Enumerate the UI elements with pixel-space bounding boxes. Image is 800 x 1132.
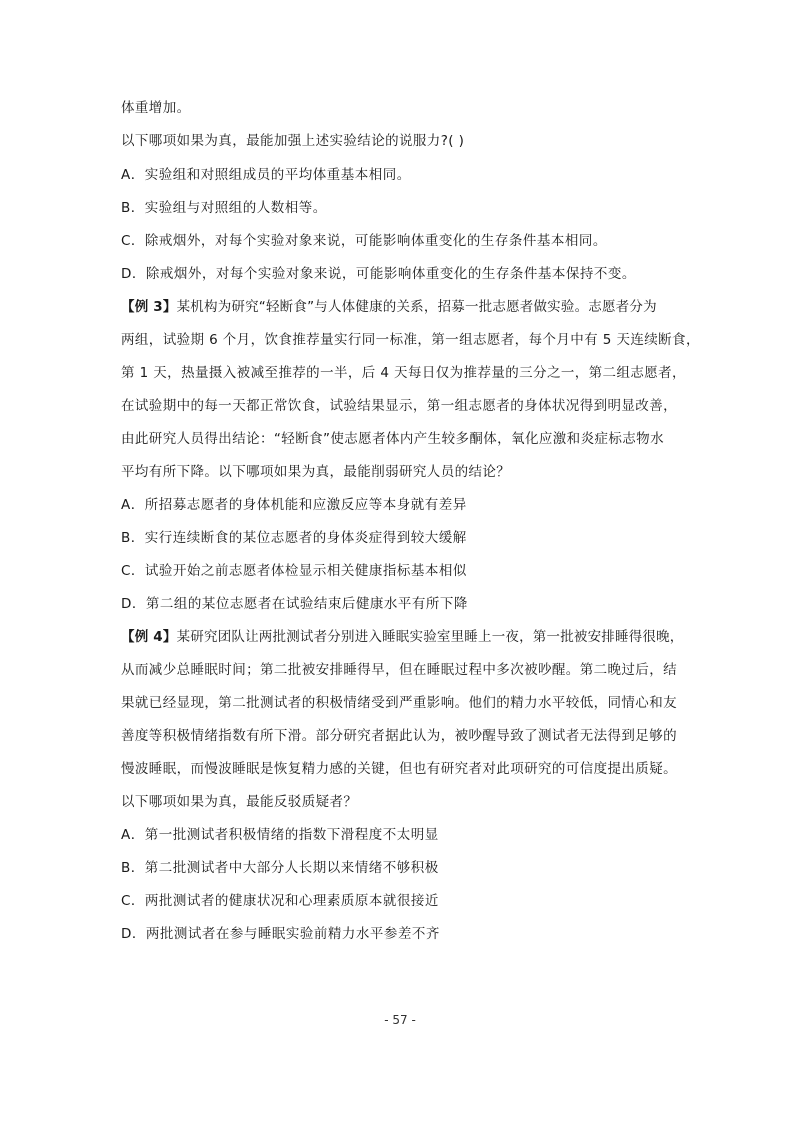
- example-3-option-a: A．所招募志愿者的身体机能和应激反应等本身就有差异: [121, 497, 467, 513]
- example-3-line-3: 第 1 天，热量摄入被减至推荐的一半，后 4 天每日仅为推荐量的三分之一，第二组志愿者，: [121, 365, 686, 381]
- example-4-option-d: D．两批测试者在参与睡眠实验前精力水平参差不齐: [121, 926, 440, 942]
- example-4-text-1: 某研究团队让两批测试者分别进入睡眠实验室里睡上一夜，第一批被安排睡得很晚，: [176, 629, 684, 645]
- page-number: - 57 -: [384, 1013, 416, 1027]
- example-4-label: 【例 4】: [121, 629, 177, 645]
- example-3-line-2: 两组，试验期 6 个月，饮食推荐量实行同一标准，第一组志愿者，每个月中有 5 天连续断食，: [121, 332, 700, 348]
- example-3-option-d: D．第二组的某位志愿者在试验结束后健康水平有所下降: [121, 596, 468, 612]
- example-3-line-5: 由此研究人员得出结论：“轻断食”使志愿者体内产生较多酮体，氧化应激和炎症标志物水: [121, 431, 664, 447]
- example-3-line-4: 在试验期中的每一天都正常饮食，试验结果显示，第一组志愿者的身体状况得到明显改善，: [121, 398, 677, 414]
- example-4-line-2: 从而减少总睡眠时间；第二批被安排睡得早，但在睡眠过程中多次被吵醒。第二晚过后，结: [121, 662, 677, 678]
- example-3-line-6: 平均有所下降。以下哪项如果为真，最能削弱研究人员的结论？: [121, 464, 511, 480]
- example-4-option-c: C．两批测试者的健康状况和心理素质原本就很接近: [121, 893, 439, 909]
- example-4-line-1: [121, 627, 684, 647]
- example-4-option-b: B．第二批测试者中大部分人长期以来情绪不够积极: [121, 860, 439, 876]
- example-3-option-b: B．实行连续断食的某位志愿者的身体炎症得到较大缓解: [121, 530, 467, 546]
- example-4-line-4: 善度等积极情绪指数有所下滑。部分研究者据此认为，被吵醒导致了测试者无法得到足够的: [121, 728, 677, 744]
- example-4-option-a: A．第一批测试者积极情绪的指数下滑程度不太明显: [121, 827, 439, 843]
- example-3-option-c: C．试验开始之前志愿者体检显示相关健康指标基本相似: [121, 563, 467, 579]
- example-4-line-5: 慢波睡眠，而慢波睡眠是恢复精力感的关键，但也有研究者对此项研究的可信度提出质疑。: [121, 761, 677, 777]
- question-1-option-c: C．除戒烟外，对每个实验对象来说，可能影响体重变化的生存条件基本相同。: [121, 233, 607, 249]
- question-1-prompt: 以下哪项如果为真，最能加强上述实验结论的说服力?( ): [121, 133, 465, 149]
- question-1-option-d: D．除戒烟外，对每个实验对象来说，可能影响体重变化的生存条件基本保持不变。: [121, 266, 636, 282]
- example-4-line-6: 以下哪项如果为真，最能反驳质疑者？: [121, 794, 358, 810]
- question-1-option-a: A．实验组和对照组成员的平均体重基本相同。: [121, 167, 411, 183]
- example-3-line-1: [121, 297, 681, 317]
- question-1-option-b: B．实验组与对照组的人数相等。: [121, 200, 327, 216]
- example-4-line-3: 果就已经显现，第二批测试者的积极情绪受到严重影响。他们的精力水平较低，同情心和友: [121, 695, 677, 711]
- example-3-label: 【例 3】: [121, 299, 177, 315]
- continuation-text: 体重增加。: [121, 100, 191, 116]
- example-3-text-1: 某机构为研究“轻断食”与人体健康的关系，招募一批志愿者做实验。志愿者分为: [176, 299, 657, 315]
